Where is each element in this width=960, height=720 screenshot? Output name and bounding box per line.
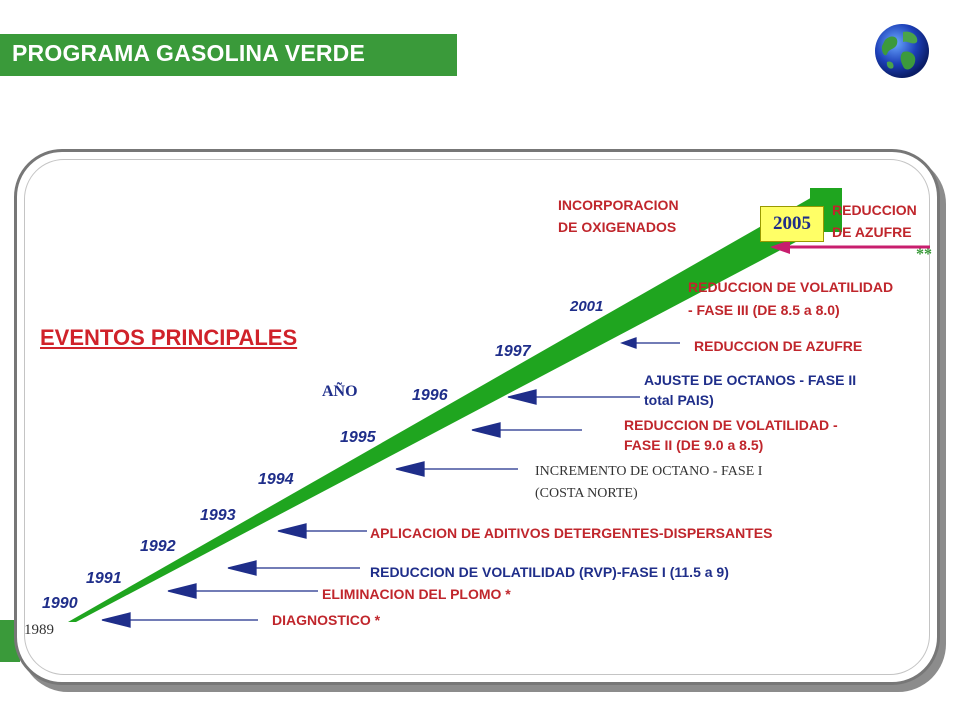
- event-diagnostico: DIAGNOSTICO *: [272, 612, 381, 628]
- event-octano-line1: INCREMENTO DE OCTANO - FASE I: [535, 464, 763, 479]
- event-aditivos: APLICACION DE ADITIVOS DETERGENTES-DISPERSANTES: [370, 525, 773, 541]
- event-volatilidad-fase2-line2: FASE II (DE 9.0 a 8.5): [624, 437, 764, 453]
- event-azufre-2005-line2: DE AZUFRE: [832, 224, 912, 240]
- axis-label-year: AÑO: [322, 383, 358, 400]
- event-reduccion-azufre-1997: REDUCCION DE AZUFRE: [694, 338, 863, 354]
- arrow-head-ajuste: [508, 390, 536, 404]
- event-ajuste-octanos-line1: AJUSTE DE OCTANOS - FASE II: [644, 372, 857, 388]
- arrow-head-rvp: [228, 561, 256, 575]
- event-ajuste-octanos-line2: total PAIS): [644, 392, 714, 408]
- event-volatilidad-fase2-line1: REDUCCION DE VOLATILIDAD -: [624, 417, 838, 433]
- event-oxigenados-line2: DE OXIGENADOS: [558, 219, 677, 235]
- arrow-head-azufre-1997: [622, 338, 636, 348]
- event-octano-line2: (COSTA NORTE): [535, 486, 638, 501]
- arrow-head-plomo: [168, 584, 196, 598]
- event-azufre-2005-line1: REDUCCION: [832, 202, 917, 218]
- arrow-head-diagnostico: [102, 613, 130, 627]
- arrow-head-aditivos: [278, 524, 306, 538]
- arrow-head-vol2: [472, 423, 500, 437]
- year-1989: 1989: [24, 622, 54, 638]
- year-2005-box: 2005: [760, 206, 824, 242]
- arrow-head-octano: [396, 462, 424, 476]
- year-1994: 1994: [258, 471, 294, 488]
- year-1993: 1993: [200, 507, 236, 524]
- note-stars: **: [916, 246, 932, 263]
- event-volatilidad-fase3-line2: - FASE III (DE 8.5 a 8.0): [688, 302, 840, 318]
- year-1992: 1992: [140, 538, 176, 555]
- year-1990: 1990: [42, 595, 78, 612]
- events-heading: EVENTOS PRINCIPALES: [40, 325, 298, 350]
- event-rvp-fase1: REDUCCION DE VOLATILIDAD (RVP)-FASE I (11.5 a 9): [370, 564, 729, 580]
- page-title: PROGRAMA GASOLINA VERDE: [12, 40, 366, 66]
- event-oxigenados-line1: INCORPORACION: [558, 197, 679, 213]
- event-eliminacion-plomo: ELIMINACION DEL PLOMO *: [322, 586, 511, 602]
- year-1995: 1995: [340, 429, 376, 446]
- timeline-trend-wedge: [68, 188, 828, 622]
- year-1997: 1997: [495, 343, 531, 360]
- year-1996: 1996: [412, 387, 448, 404]
- year-2001: 2001: [570, 298, 604, 315]
- year-1991: 1991: [86, 570, 122, 587]
- event-volatilidad-fase3-line1: REDUCCION DE VOLATILIDAD: [688, 279, 894, 295]
